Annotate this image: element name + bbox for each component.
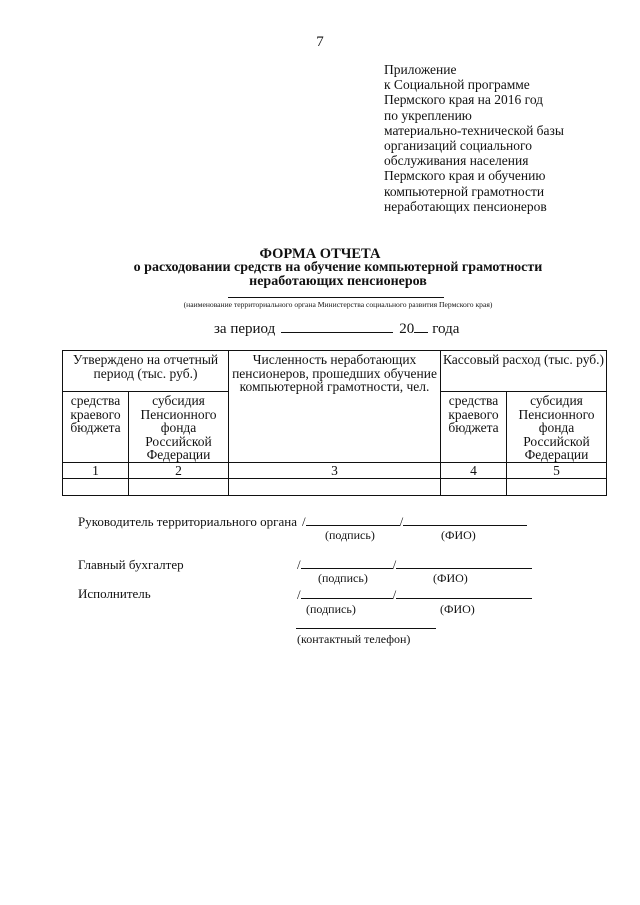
accountant-name-caption: (ФИО) xyxy=(433,571,468,585)
approved-header: Утверждено на отчетный период (тыс. руб.) xyxy=(63,351,229,392)
head-signature-field[interactable] xyxy=(306,514,400,526)
accountant-name-field[interactable] xyxy=(396,557,532,569)
data-cell[interactable] xyxy=(129,478,229,495)
data-cell[interactable] xyxy=(229,478,441,495)
page-number: 7 xyxy=(316,34,324,50)
count-header: Численность неработающих пенсионеров, прошедших обучение компьютерной грамотности, чел. xyxy=(229,351,441,463)
column-number: 1 xyxy=(63,462,129,478)
slash: / xyxy=(392,587,397,602)
form-title: ФОРМА ОТЧЕТА xyxy=(259,246,381,262)
column-number: 5 xyxy=(507,462,607,478)
period-field[interactable] xyxy=(281,320,393,333)
org-name-line[interactable] xyxy=(228,297,444,298)
accountant-signature-caption: (подпись) xyxy=(318,571,368,585)
appendix-line: компьютерной грамотности xyxy=(384,183,545,199)
slash: / xyxy=(297,587,301,602)
appendix-line: Пермского края и обучению xyxy=(384,168,546,184)
accountant-signature-field[interactable] xyxy=(301,557,393,569)
approved-pension-header: субсидия Пенсионного фонда Российской Федерации xyxy=(129,392,229,463)
appendix-line: организаций социального xyxy=(384,138,532,154)
column-number: 3 xyxy=(229,462,441,478)
data-cell[interactable] xyxy=(63,478,129,495)
cash-header: Кассовый расход (тыс. руб.) xyxy=(441,351,607,392)
slash: / xyxy=(297,557,301,572)
column-number: 4 xyxy=(441,462,507,478)
cash-regional-header: средства краевого бюджета xyxy=(441,392,507,463)
period-year-prefix: 20 xyxy=(399,321,415,337)
appendix-line: к Социальной программе xyxy=(384,77,530,93)
executor-name-field[interactable] xyxy=(396,587,532,599)
executor-signature-caption: (подпись) xyxy=(306,602,356,616)
org-name-caption: (наименование территориального органа Министерства социального развития Пермского края) xyxy=(183,300,493,309)
head-label: Руководитель территориального органа xyxy=(78,514,297,529)
executor-signature-field[interactable] xyxy=(301,587,393,599)
appendix-line: обслуживания населения xyxy=(384,153,529,169)
slash: / xyxy=(399,514,404,529)
executor-signature-line xyxy=(297,587,532,603)
slash: / xyxy=(392,557,397,572)
head-signature-caption: (подпись) xyxy=(325,528,375,542)
head-name-field[interactable] xyxy=(403,514,527,526)
appendix-line: Приложение xyxy=(384,62,457,77)
appendix-line: Пермского края на 2016 год xyxy=(384,92,544,108)
approved-regional-header: средства краевого бюджета xyxy=(63,392,129,463)
data-cell[interactable] xyxy=(441,478,507,495)
period-line xyxy=(214,320,459,338)
executor-name-caption: (ФИО) xyxy=(440,602,475,616)
period-year-field[interactable] xyxy=(414,320,428,333)
appendix-line: по укреплению xyxy=(384,107,472,123)
data-cell[interactable] xyxy=(507,478,607,495)
head-name-caption: (ФИО) xyxy=(441,528,476,542)
period-label: за период xyxy=(214,321,276,337)
form-subtitle-line2: неработающих пенсионеров xyxy=(249,274,427,289)
accountant-label: Главный бухгалтер xyxy=(78,557,184,572)
period-suffix: года xyxy=(432,321,460,337)
phone-field[interactable] xyxy=(296,628,436,629)
executor-label: Исполнитель xyxy=(78,586,151,601)
form-subtitle-line1: о расходовании средств на обучение компьютерной грамотности xyxy=(133,260,543,275)
appendix-line: материально-технической базы xyxy=(384,122,564,138)
appendix-block xyxy=(384,62,634,214)
cash-pension-header: субсидия Пенсионного фонда Российской Федерации xyxy=(507,392,607,463)
column-number: 2 xyxy=(129,462,229,478)
appendix-line: неработающих пенсионеров xyxy=(384,198,547,214)
slash: / xyxy=(302,514,306,529)
report-table xyxy=(62,350,607,496)
phone-caption: (контактный телефон) xyxy=(297,632,411,646)
